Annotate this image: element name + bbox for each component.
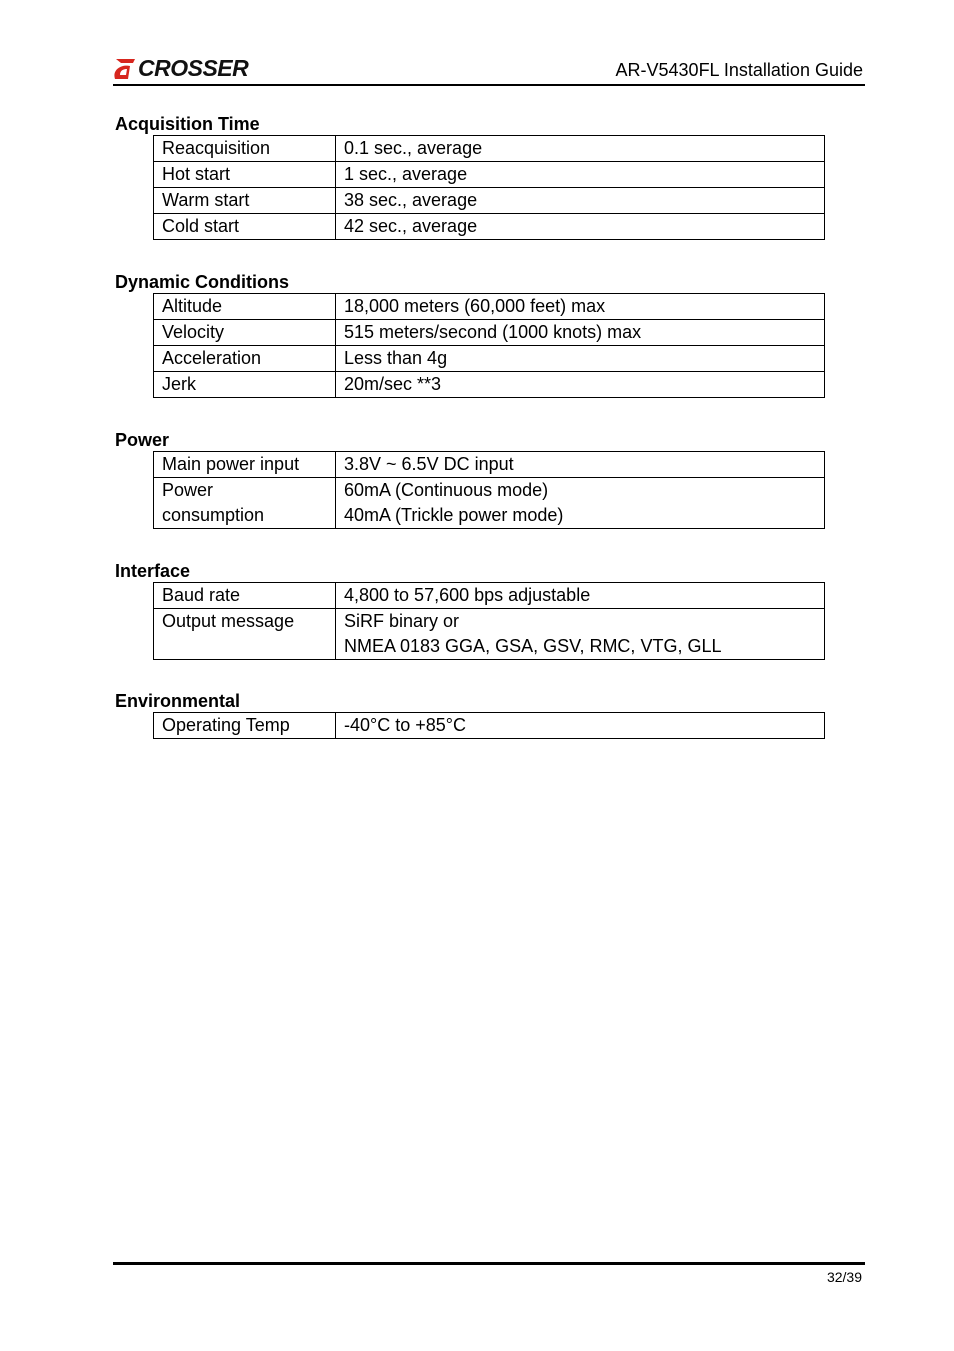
spec-value: 515 meters/second (1000 knots) max xyxy=(336,320,825,346)
spec-value-line: SiRF binary or xyxy=(344,611,460,631)
section-interface xyxy=(115,559,835,660)
table-row xyxy=(154,713,825,739)
spec-table xyxy=(153,135,825,240)
table-row xyxy=(154,188,825,214)
page-number: 32/39 xyxy=(826,1269,862,1285)
spec-value: 18,000 meters (60,000 feet) max xyxy=(336,294,825,320)
section-title: Power xyxy=(115,430,170,450)
table-row xyxy=(154,478,825,529)
spec-table xyxy=(153,582,825,660)
spec-label-cell xyxy=(154,478,336,529)
spec-label-line: Power xyxy=(162,480,214,500)
spec-value-cell xyxy=(336,609,825,660)
table-row xyxy=(154,346,825,372)
spec-label: Jerk xyxy=(154,372,336,398)
spec-label: Reacquisition xyxy=(154,136,336,162)
section-title: Interface xyxy=(115,561,191,581)
table-row xyxy=(154,320,825,346)
section-title: Acquisition Time xyxy=(115,114,260,134)
spec-label: Velocity xyxy=(154,320,336,346)
brand-logo xyxy=(113,54,248,80)
spec-value-line: 60mA (Continuous mode) xyxy=(344,480,549,500)
spec-table xyxy=(153,293,825,398)
spec-value: Less than 4g xyxy=(336,346,825,372)
document-title: AR-V5430FL Installation Guide xyxy=(615,60,863,80)
spec-value: 4,800 to 57,600 bps adjustable xyxy=(336,583,825,609)
spec-label: Cold start xyxy=(154,214,336,240)
logo-text: CROSSER xyxy=(138,55,249,81)
section-dynamic-conditions xyxy=(115,270,835,398)
table-row xyxy=(154,162,825,188)
spec-value-line: 40mA (Trickle power mode) xyxy=(344,505,564,525)
section-power xyxy=(115,428,835,529)
section-title: Environmental xyxy=(115,691,241,711)
table-row xyxy=(154,583,825,609)
section-title: Dynamic Conditions xyxy=(115,272,290,292)
spec-table xyxy=(153,712,825,739)
section-acquisition-time xyxy=(115,112,835,240)
table-row xyxy=(154,214,825,240)
spec-value: 1 sec., average xyxy=(336,162,825,188)
spec-label: Hot start xyxy=(154,162,336,188)
spec-value-line: NMEA 0183 GGA, GSA, GSV, RMC, VTG, GLL xyxy=(344,636,722,656)
page-header xyxy=(113,48,865,86)
spec-table xyxy=(153,451,825,529)
section-environmental xyxy=(115,689,835,739)
table-row xyxy=(154,136,825,162)
spec-label: Warm start xyxy=(154,188,336,214)
spec-value: 3.8V ~ 6.5V DC input xyxy=(336,452,825,478)
spec-value: 20m/sec **3 xyxy=(336,372,825,398)
spec-label: Operating Temp xyxy=(154,713,336,739)
spec-value: 42 sec., average xyxy=(336,214,825,240)
table-row xyxy=(154,452,825,478)
spec-label: Baud rate xyxy=(154,583,336,609)
table-row xyxy=(154,609,825,660)
spec-label: Altitude xyxy=(154,294,336,320)
spec-label: Main power input xyxy=(154,452,336,478)
spec-label: Output message xyxy=(154,609,336,660)
spec-value: 38 sec., average xyxy=(336,188,825,214)
spec-value-cell xyxy=(336,478,825,529)
spec-value: -40°C to +85°C xyxy=(336,713,825,739)
footer-divider xyxy=(113,1262,865,1265)
table-row xyxy=(154,294,825,320)
spec-value: 0.1 sec., average xyxy=(336,136,825,162)
spec-label: Acceleration xyxy=(154,346,336,372)
spec-label-line: consumption xyxy=(162,505,265,525)
table-row xyxy=(154,372,825,398)
acrosser-a-logo-icon xyxy=(113,56,137,80)
